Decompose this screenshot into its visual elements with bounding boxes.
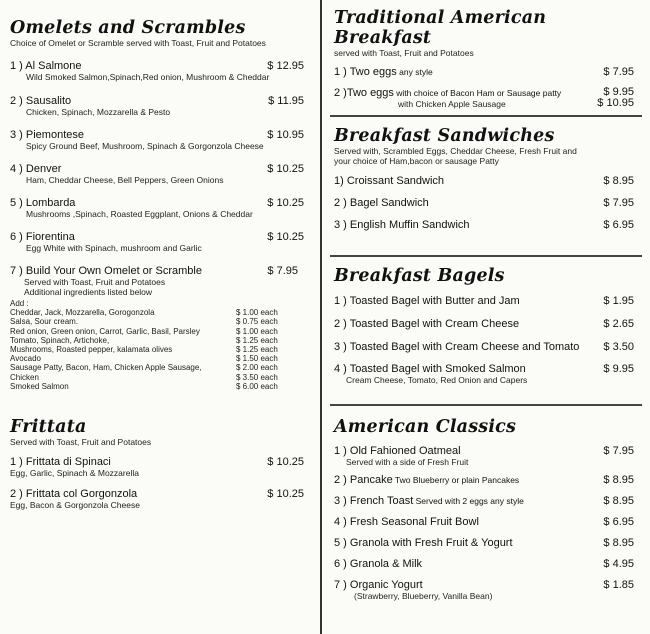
addon-row: Tomato, Spinach, Artichoke, $ 1.25 each [10,335,278,345]
item-price: $ 10.25 [267,456,304,469]
section-title: Breakfast Sandwiches [334,126,555,146]
menu-item [334,445,642,467]
item-name: 4 ) Denver [10,163,62,175]
menu-item [10,488,310,510]
item-price: $ 6.95 [603,516,634,528]
menu-item [334,295,642,307]
item-price: $ 4.95 [603,558,634,570]
item-price: $ 10.95 [267,129,304,141]
section-title: Frittata [10,417,87,438]
menu-item [334,66,642,78]
item-desc: Ham, Cheddar Cheese, Bell Peppers, Green Onions [26,175,224,185]
item-desc: Cream Cheese, Tomato, Red Onion and Capers [346,375,528,385]
addon-row: Cheddar, Jack, Mozzarella, Gorogonzola $ 1.00 each [10,308,278,318]
item-price: $ 10.25 [267,231,304,243]
item-name: 1 ) Frittata di Spinaci [10,456,111,469]
item-name: 3 ) French Toast Served with 2 eggs any style [334,495,524,507]
addon-row: Red onion, Green onion, Carrot, Garlic, Basil, Parsley $ 1.00 each [10,326,278,336]
menu-item [334,537,642,549]
menu-item [10,456,310,478]
menu-item [334,474,642,486]
section-divider [330,404,642,406]
column-divider [320,0,322,634]
item-name: 2 )Two eggs with choice of Bacon Ham or Sausage patty [334,87,562,99]
menu-item [334,363,642,385]
item-name: 6 ) Fiorentina [10,231,75,243]
item-desc: Additional ingredients listed below [24,287,153,297]
item-name: 5 ) Lombarda [10,197,76,209]
menu-item [10,60,310,82]
item-price: $ 12.95 [267,60,304,72]
traditional-section [334,8,642,109]
item-name: 1 ) Two eggs any style [334,66,433,78]
addon-row: Smoked Salmon $ 6.00 each [10,381,278,391]
item-desc: Egg, Garlic, Spinach & Mozzarella [10,468,139,479]
addon-list [10,299,310,391]
left-column [10,18,310,510]
addon-row: Sausage Patty, Bacon, Ham, Chicken Apple Sausage, $ 2.00 each [10,363,278,373]
section-subtitle: served with Toast, Fruit and Potatoes [334,48,474,58]
item-name: 1) Croissant Sandwich [334,175,445,187]
item-price: $ 7.95 [603,197,634,209]
item-price: $ 10.25 [267,488,304,501]
addon-row: Mushrooms, Roasted pepper, kalamata olives $ 1.25 each [10,345,278,355]
item-desc: Mushrooms ,Spinach, Roasted Eggplant, Onions & Cheddar [26,209,253,219]
section-subtitle: Served with Toast, Fruit and Potatoes [10,437,152,448]
item-price: $ 7.95 [603,445,634,457]
item-price: $ 8.95 [603,175,634,187]
item-price: $ 7.95 [267,265,298,277]
section-subtitle: Choice of Omelet or Scramble served with Toast, Fruit and Potatoes [10,38,266,48]
menu-item [10,129,310,151]
item-desc: Egg White with Spinach, mushroom and Garlic [26,243,202,253]
item-desc: (Strawberry, Blueberry, Vanilla Bean) [354,591,493,601]
section-title: American Classics [334,417,517,437]
menu-item [334,558,642,570]
item-name: 7 ) Build Your Own Omelet or Scramble [10,265,202,277]
item-price: $ 9.95 [603,363,634,375]
item-price: $ 2.65 [603,318,634,330]
item-desc: Served with Toast, Fruit and Potatoes [24,277,166,287]
section-subtitle: your choice of Ham,bacon or sausage Patty [334,156,499,166]
item-price: $ 11.95 [268,95,304,107]
build-your-own-item [10,265,310,391]
item-desc: Spicy Ground Beef, Mushroom, Spinach & Gorgonzola Cheese [26,141,264,151]
item-name: 7 ) Organic Yogurt [334,579,423,591]
menu-item [10,95,310,117]
addon-row: Chicken $ 3.50 each [10,372,278,382]
addon-label: Add : [10,299,29,308]
menu-item [334,87,642,109]
menu-item [10,231,310,253]
section-title: Traditional American Breakfast [334,8,547,48]
item-name: 2 ) Toasted Bagel with Cream Cheese [334,318,520,330]
item-price: $ 10.25 [267,163,304,175]
menu-item [334,197,642,209]
item-price: $ 3.50 [603,341,634,353]
sandwiches-section [334,126,642,231]
menu-item [334,495,642,507]
item-desc: Wild Smoked Salmon,Spinach,Red onion, Mushroom & Cheddar [26,72,270,82]
addon-row: Avocado $ 1.50 each [10,354,278,364]
bagels-section [334,266,642,385]
item-price: $ 8.95 [603,537,634,549]
section-title: Breakfast Bagels [334,266,505,286]
menu-item [334,175,642,187]
menu-item [10,163,310,185]
menu-item [334,341,642,353]
item-price: $ 1.85 [603,579,634,591]
menu-item [334,318,642,330]
item-desc: Served with a side of Fresh Fruit [346,457,469,467]
item-name: 4 ) Toasted Bagel with Smoked Salmon [334,363,526,375]
menu-item [334,516,642,528]
right-column [334,8,642,601]
item-name: 3 ) Toasted Bagel with Cream Cheese and Tomato [334,341,580,353]
item-price: $ 1.95 [603,295,634,307]
item-name: 6 ) Granola & Milk [334,558,423,570]
item-name: 2 ) Frittata col Gorgonzola [10,488,138,501]
item-price: $ 9.95 [603,86,634,98]
item-name: 2 ) Bagel Sandwich [334,197,429,209]
menu-item [334,219,642,231]
menu-item [334,579,642,601]
menu-item [10,197,310,219]
item-price: $ 8.95 [603,495,634,507]
section-title: Omelets and Scrambles [10,18,246,38]
item-desc: with Chicken Apple Sausage [398,99,506,109]
item-name: 3 ) English Muffin Sandwich [334,219,470,231]
section-divider [330,255,642,257]
item-price: $ 10.95 [597,97,634,109]
item-price: $ 6.95 [603,219,634,231]
item-desc: Egg, Bacon & Gorgonzola Cheese [10,500,140,511]
item-name: 3 ) Piemontese [10,129,84,141]
item-name: 2 ) Pancake Two Blueberry or plain Pancakes [334,474,520,486]
item-price: $ 7.95 [603,66,634,78]
item-name: 5 ) Granola with Fresh Fruit & Yogurt [334,537,513,549]
section-subtitle: Served with, Scrambled Eggs, Cheddar Cheese, Fresh Fruit and [334,146,577,156]
addon-row: Salsa, Sour cream. $ 0.75 each [10,317,278,327]
section-divider [330,115,642,117]
item-name: 1 ) Toasted Bagel with Butter and Jam [334,295,520,307]
omelets-section [10,18,310,391]
item-name: 1 ) Al Salmone [10,60,82,72]
item-name: 4 ) Fresh Seasonal Fruit Bowl [334,516,479,528]
item-desc: Chicken, Spinach, Mozzarella & Pesto [26,107,171,117]
item-price: $ 10.25 [267,197,304,209]
item-name: 2 ) Sausalito [10,95,72,107]
classics-section [334,417,642,601]
frittata-section [10,417,310,510]
item-price: $ 8.95 [603,474,634,486]
item-name: 1 ) Old Fahioned Oatmeal [334,445,461,457]
